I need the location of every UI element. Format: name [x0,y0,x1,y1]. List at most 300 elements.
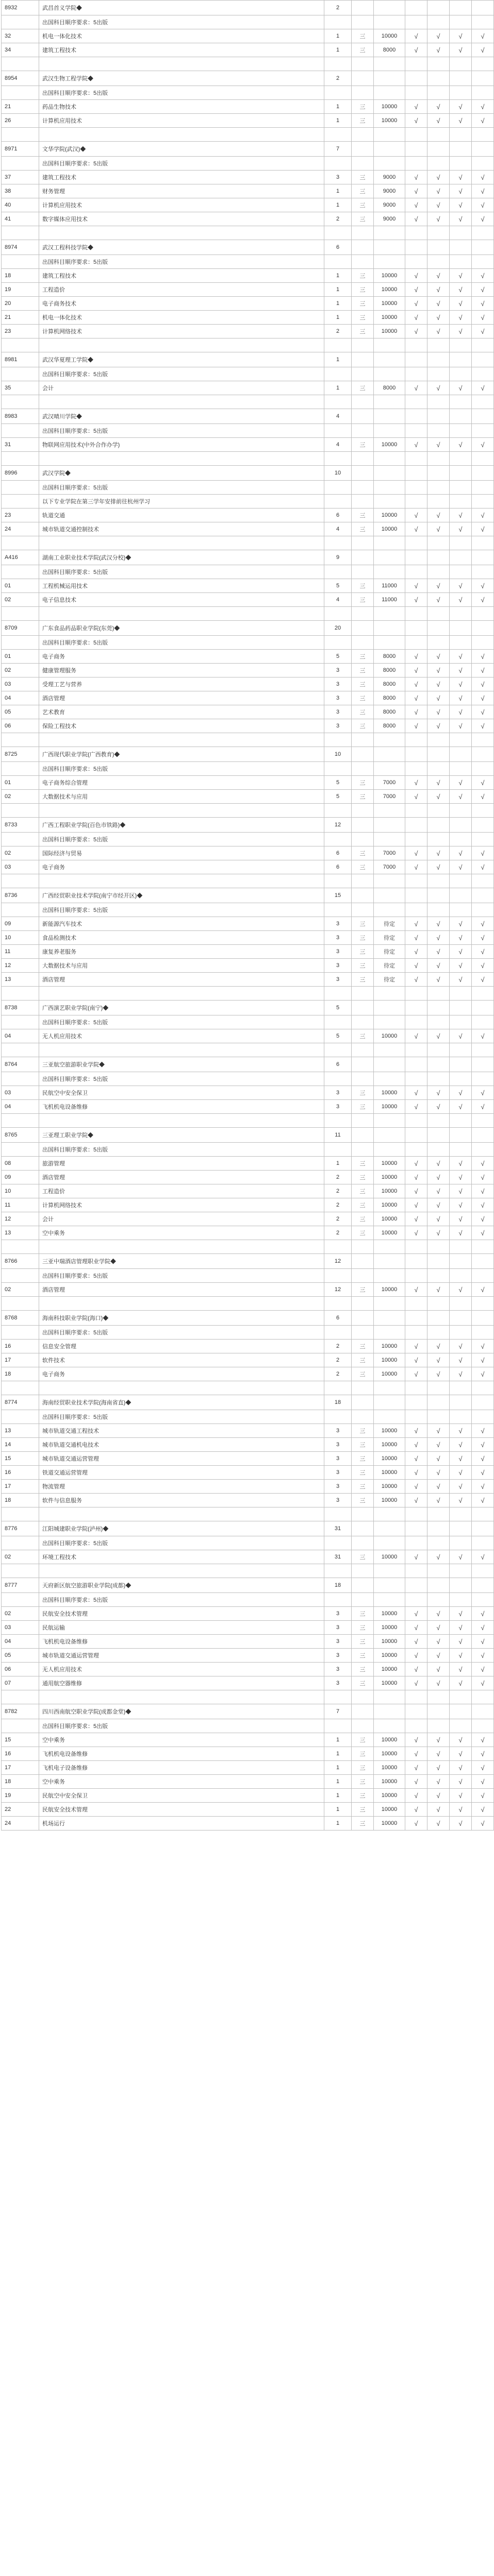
check-cell-2 [427,1564,450,1578]
name-cell [39,1507,324,1521]
check-cell-3 [450,1143,472,1157]
fee-cell [374,833,405,846]
check-cell-4: √ [472,1157,494,1171]
name-cell: 出国科目顺序要求：5出版 [39,1536,324,1550]
fee-cell: 10000 [374,1086,405,1100]
count-cell: 6 [324,1311,352,1326]
check-cell-4 [472,1578,494,1593]
fee-cell [374,1593,405,1607]
code-cell: 34 [2,43,39,57]
code-cell: 35 [2,381,39,395]
years-cell: 三 [352,311,374,325]
fee-cell: 10000 [374,1803,405,1817]
check-cell-4: √ [472,325,494,338]
count-cell: 3 [324,171,352,184]
fee-cell: 9000 [374,212,405,226]
check-cell-2 [427,1043,450,1057]
years-cell [352,565,374,579]
check-cell-1 [405,536,427,550]
check-cell-4 [472,1240,494,1254]
fee-cell: 10000 [374,297,405,311]
check-cell-2 [427,1128,450,1143]
check-cell-1: √ [405,959,427,973]
check-cell-4: √ [472,1340,494,1353]
check-cell-3: √ [450,1621,472,1635]
major-row [2,1480,494,1494]
check-cell-4 [472,1,494,15]
count-cell [324,874,352,888]
check-cell-2 [427,395,450,409]
check-cell-2: √ [427,438,450,452]
fee-cell: 10000 [374,1663,405,1676]
name-cell [39,874,324,888]
check-cell-2 [427,1114,450,1128]
years-cell: 三 [352,212,374,226]
check-cell-2 [427,57,450,71]
check-cell-1: √ [405,846,427,860]
code-cell: 40 [2,198,39,212]
years-cell [352,466,374,481]
years-cell [352,128,374,142]
fee-cell [374,1072,405,1086]
note-row [2,1326,494,1340]
fee-cell: 10000 [374,1761,405,1775]
code-cell [2,1114,39,1128]
note-row [2,367,494,381]
note-row [2,424,494,438]
count-cell: 3 [324,1438,352,1452]
fee-cell: 7000 [374,860,405,874]
code-cell: 05 [2,705,39,719]
code-cell: 37 [2,171,39,184]
check-cell-4: √ [472,100,494,114]
check-cell-2 [427,128,450,142]
count-cell [324,1564,352,1578]
check-cell-4: √ [472,1803,494,1817]
count-cell [324,762,352,776]
code-cell [2,1297,39,1311]
major-row [2,114,494,128]
code-cell [2,1381,39,1395]
count-cell [324,495,352,509]
fee-cell [374,255,405,269]
check-cell-4 [472,833,494,846]
name-cell: 计算机网络技术 [39,325,324,338]
check-cell-1: √ [405,438,427,452]
years-cell [352,1001,374,1015]
check-cell-3: √ [450,1803,472,1817]
name-cell: 出国科目顺序要求：5出版 [39,481,324,495]
count-cell: 5 [324,790,352,804]
fee-cell: 7000 [374,790,405,804]
major-row [2,1494,494,1507]
spacer-row [2,536,494,550]
check-cell-3 [450,1593,472,1607]
code-cell: 13 [2,1424,39,1438]
check-cell-3 [450,424,472,438]
check-cell-1 [405,1,427,15]
check-cell-1: √ [405,945,427,959]
check-cell-4: √ [472,522,494,536]
check-cell-4 [472,57,494,71]
code-cell: 8954 [2,71,39,86]
count-cell [324,536,352,550]
check-cell-4: √ [472,1635,494,1649]
check-cell-3: √ [450,1424,472,1438]
years-cell: 三 [352,1494,374,1507]
code-cell: 02 [2,1283,39,1297]
check-cell-3: √ [450,1452,472,1466]
years-cell [352,1254,374,1269]
check-cell-1: √ [405,522,427,536]
check-cell-2: √ [427,1340,450,1353]
years-cell: 三 [352,1789,374,1803]
code-cell: 8983 [2,409,39,424]
major-row [2,945,494,959]
check-cell-3 [450,1128,472,1143]
years-cell: 三 [352,579,374,593]
check-cell-1 [405,1536,427,1550]
fee-cell: 10000 [374,1424,405,1438]
check-cell-3: √ [450,1649,472,1663]
name-cell [39,804,324,818]
code-cell [2,226,39,240]
check-cell-2: √ [427,522,450,536]
count-cell: 7 [324,142,352,157]
check-cell-2: √ [427,1283,450,1297]
check-cell-2 [427,607,450,621]
check-cell-3 [450,1269,472,1283]
major-row [2,1676,494,1690]
count-cell [324,255,352,269]
fee-cell [374,128,405,142]
check-cell-2 [427,818,450,833]
fee-cell: 10000 [374,1817,405,1831]
name-cell: 电子商务 [39,650,324,664]
check-cell-1: √ [405,1649,427,1663]
major-row [2,1621,494,1635]
fee-cell: 10000 [374,1353,405,1367]
fee-cell: 待定 [374,959,405,973]
check-cell-1: √ [405,579,427,593]
check-cell-4: √ [472,917,494,931]
check-cell-1: √ [405,1676,427,1690]
code-cell: 03 [2,677,39,691]
check-cell-3: √ [450,100,472,114]
code-cell: 8996 [2,466,39,481]
spacer-row [2,874,494,888]
check-cell-1: √ [405,1086,427,1100]
fee-cell: 11000 [374,593,405,607]
school-row [2,550,494,565]
check-cell-4: √ [472,1212,494,1226]
check-cell-3: √ [450,43,472,57]
check-cell-3: √ [450,522,472,536]
note-row [2,636,494,650]
code-cell: 8932 [2,1,39,15]
check-cell-1: √ [405,1803,427,1817]
years-cell: 三 [352,1466,374,1480]
check-cell-1 [405,352,427,367]
count-cell: 1 [324,283,352,297]
check-cell-4 [472,1326,494,1340]
name-cell: 新能源汽车技术 [39,917,324,931]
name-cell: 出国科目顺序要求：5出版 [39,903,324,917]
code-cell: 17 [2,1761,39,1775]
count-cell [324,1326,352,1340]
note-row [2,903,494,917]
code-cell: 8725 [2,747,39,762]
code-cell: 8765 [2,1128,39,1143]
name-cell [39,452,324,466]
code-cell: 04 [2,691,39,705]
name-cell: 广西演艺职业学院(南宁)◆ [39,1001,324,1015]
code-cell [2,157,39,171]
check-cell-4 [472,226,494,240]
years-cell: 三 [352,1775,374,1789]
check-cell-4: √ [472,1367,494,1381]
fee-cell [374,1381,405,1395]
years-cell: 三 [352,114,374,128]
years-cell [352,57,374,71]
check-cell-3 [450,733,472,747]
check-cell-1: √ [405,1789,427,1803]
check-cell-3 [450,1001,472,1015]
check-cell-4 [472,1043,494,1057]
name-cell: 计算机网络技术 [39,1198,324,1212]
spacer-row [2,607,494,621]
check-cell-1 [405,452,427,466]
major-row [2,171,494,184]
count-cell: 4 [324,593,352,607]
check-cell-2: √ [427,677,450,691]
name-cell: 旅游管理 [39,1157,324,1171]
check-cell-2: √ [427,1635,450,1649]
check-cell-2: √ [427,29,450,43]
fee-cell [374,607,405,621]
check-cell-2 [427,733,450,747]
check-cell-3: √ [450,1283,472,1297]
name-cell [39,1690,324,1704]
code-cell: 41 [2,212,39,226]
check-cell-2: √ [427,1438,450,1452]
check-cell-1 [405,1311,427,1326]
check-cell-4 [472,1128,494,1143]
check-cell-4: √ [472,1086,494,1100]
name-cell: 飞机机电设备维修 [39,1635,324,1649]
fee-cell [374,481,405,495]
years-cell [352,86,374,100]
check-cell-3: √ [450,1494,472,1507]
name-cell: 出国科目顺序要求：5出版 [39,86,324,100]
name-cell: 软件与信息服务 [39,1494,324,1507]
check-cell-2: √ [427,1775,450,1789]
name-cell: 酒店管理 [39,973,324,987]
check-cell-1 [405,888,427,903]
check-cell-4: √ [472,184,494,198]
code-cell: 38 [2,184,39,198]
check-cell-1 [405,565,427,579]
fee-cell: 9000 [374,171,405,184]
count-cell: 1 [324,43,352,57]
count-cell: 3 [324,1494,352,1507]
code-cell: 10 [2,1184,39,1198]
count-cell [324,128,352,142]
years-cell [352,452,374,466]
code-cell: 24 [2,1817,39,1831]
school-row [2,1057,494,1072]
check-cell-2: √ [427,1086,450,1100]
check-cell-3: √ [450,171,472,184]
fee-cell [374,1001,405,1015]
check-cell-2: √ [427,650,450,664]
name-cell: 机电一体化技术 [39,29,324,43]
years-cell: 三 [352,1226,374,1240]
code-cell [2,1536,39,1550]
check-cell-3: √ [450,1353,472,1367]
count-cell [324,1381,352,1395]
fee-cell [374,395,405,409]
code-cell [2,57,39,71]
years-cell [352,240,374,255]
code-cell: 02 [2,593,39,607]
check-cell-1 [405,128,427,142]
count-cell: 3 [324,705,352,719]
check-cell-2 [427,1269,450,1283]
check-cell-2 [427,550,450,565]
years-cell: 三 [352,719,374,733]
fee-cell: 10000 [374,325,405,338]
check-cell-4: √ [472,1676,494,1690]
school-row [2,818,494,833]
name-cell: 民航运输 [39,1621,324,1635]
years-cell: 三 [352,438,374,452]
check-cell-3: √ [450,381,472,395]
code-cell: 04 [2,1029,39,1043]
check-cell-3: √ [450,184,472,198]
code-cell: 8709 [2,621,39,636]
code-cell: 03 [2,1086,39,1100]
spacer-row [2,1114,494,1128]
check-cell-4 [472,157,494,171]
check-cell-2 [427,1254,450,1269]
check-cell-1: √ [405,1340,427,1353]
name-cell: 出国科目顺序要求：5出版 [39,833,324,846]
check-cell-3 [450,367,472,381]
count-cell: 2 [324,1198,352,1212]
check-cell-1: √ [405,677,427,691]
fee-cell: 10000 [374,1676,405,1690]
check-cell-3 [450,352,472,367]
code-cell [2,1410,39,1424]
major-row [2,931,494,945]
check-cell-2: √ [427,945,450,959]
note-row [2,1593,494,1607]
spacer-row [2,57,494,71]
major-row [2,973,494,987]
count-cell: 3 [324,1466,352,1480]
check-cell-3: √ [450,776,472,790]
name-cell: 城市轨道交通运营管理 [39,1649,324,1663]
check-cell-1: √ [405,1466,427,1480]
fee-cell: 10000 [374,522,405,536]
code-cell: 07 [2,1676,39,1690]
check-cell-4 [472,762,494,776]
years-cell: 三 [352,945,374,959]
count-cell: 1 [324,1761,352,1775]
fee-cell [374,762,405,776]
count-cell: 3 [324,1452,352,1466]
check-cell-3: √ [450,1550,472,1564]
code-cell [2,495,39,509]
check-cell-2 [427,1719,450,1733]
fee-cell [374,1326,405,1340]
school-row [2,240,494,255]
code-cell: 8766 [2,1254,39,1269]
check-cell-3: √ [450,1340,472,1353]
years-cell [352,1128,374,1143]
check-cell-4 [472,1593,494,1607]
check-cell-3: √ [450,325,472,338]
check-cell-3 [450,1297,472,1311]
fee-cell: 10000 [374,1621,405,1635]
fee-cell: 10000 [374,29,405,43]
check-cell-3 [450,409,472,424]
years-cell [352,424,374,438]
check-cell-1: √ [405,593,427,607]
name-cell: 机场运行 [39,1817,324,1831]
check-cell-1 [405,240,427,255]
check-cell-4 [472,1143,494,1157]
major-row [2,283,494,297]
spacer-row [2,987,494,1001]
fee-cell: 待定 [374,973,405,987]
fee-cell: 10000 [374,1607,405,1621]
major-row [2,677,494,691]
check-cell-4: √ [472,1480,494,1494]
code-cell: 03 [2,860,39,874]
years-cell: 三 [352,198,374,212]
major-row [2,381,494,395]
check-cell-4 [472,128,494,142]
major-row [2,1803,494,1817]
name-cell: 出国科目顺序要求：5出版 [39,157,324,171]
years-cell: 三 [352,1803,374,1817]
years-cell [352,142,374,157]
check-cell-2: √ [427,846,450,860]
count-cell: 12 [324,1254,352,1269]
code-cell [2,636,39,650]
check-cell-1: √ [405,973,427,987]
check-cell-2 [427,71,450,86]
school-row [2,1311,494,1326]
check-cell-1 [405,733,427,747]
check-cell-3: √ [450,114,472,128]
count-cell: 2 [324,1367,352,1381]
code-cell [2,762,39,776]
count-cell [324,607,352,621]
count-cell [324,157,352,171]
check-cell-4: √ [472,1171,494,1184]
check-cell-1: √ [405,1635,427,1649]
years-cell [352,367,374,381]
check-cell-2 [427,804,450,818]
years-cell [352,226,374,240]
years-cell [352,395,374,409]
check-cell-4 [472,255,494,269]
name-cell: 三亚中瑞酒店管理职业学院◆ [39,1254,324,1269]
code-cell [2,424,39,438]
